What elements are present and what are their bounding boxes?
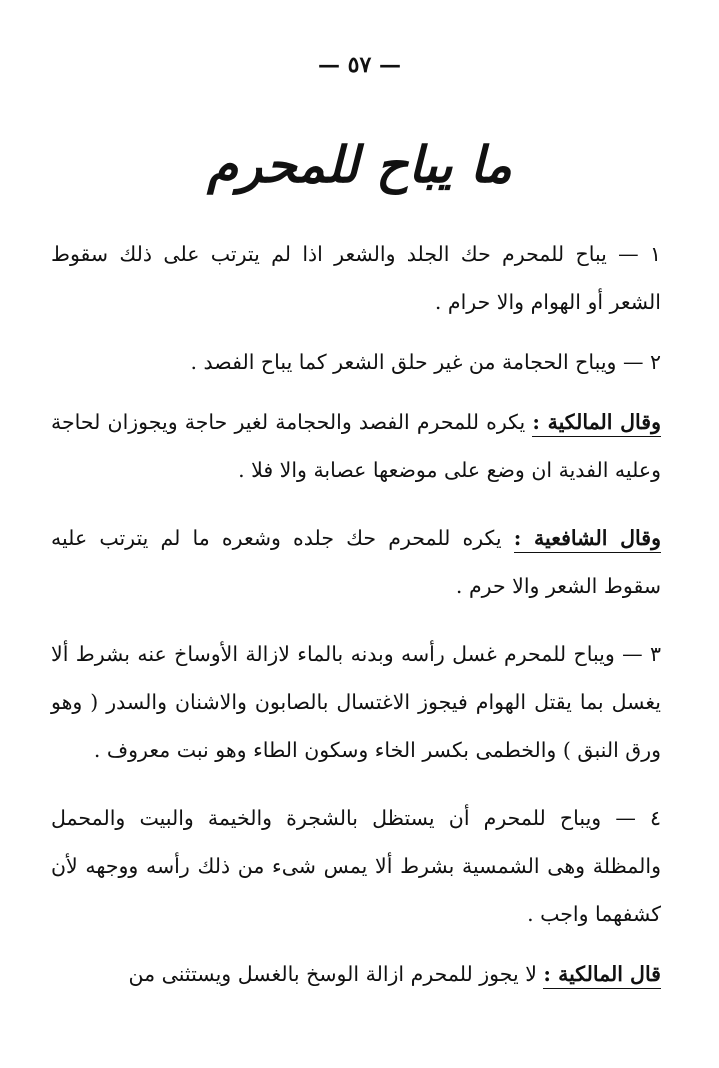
paragraph-2 [51, 338, 661, 386]
paragraph-5 [51, 630, 661, 774]
paragraph-3 [51, 398, 661, 494]
school-label-maliki: وقال المالكية : [532, 410, 661, 437]
paragraph-7 [51, 950, 661, 998]
paragraph-6-text: ٤ — ويباح للمحرم أن يستظل بالشجرة والخيمة والبيت والمحمل والمظلة وهى الشمسية بشرط ألا يمس شىء من ذلك رأسه ووجهه لأن كشفهما واجب . [51, 806, 661, 926]
school-label-shafii: وقال الشافعية : [514, 526, 661, 553]
paragraph-7-text: لا يجوز للمحرم ازالة الوسخ بالغسل ويستثنى من [128, 962, 544, 986]
paragraph-3-text: يكره للمحرم الفصد والحجامة لغير حاجة ويجوزان لحاجة وعليه الفدية ان وضع على موضعها عصابة والا فلا . [51, 410, 661, 482]
paragraph-5-text: ٣ — ويباح للمحرم غسل رأسه وبدنه بالماء لازالة الأوساخ عنه بشرط ألا يغسل بما يقتل الهوام فيجوز الاغتسال بالصابون والاشنان والسدر ( وهو ورق النبق ) والخطمى بكسر الخاء وسكون الطاء وهو نبت معروف . [51, 642, 661, 762]
page-title: ما يباح للمحرم [207, 135, 512, 194]
paragraph-4-text: يكره للمحرم حك جلده وشعره ما لم يترتب عليه سقوط الشعر والا حرم . [51, 526, 661, 598]
paragraph-6 [51, 794, 661, 938]
body-text [51, 230, 661, 998]
paragraph-1 [51, 230, 661, 326]
paragraph-2-text: ٢ — ويباح الحجامة من غير حلق الشعر كما يباح الفصد . [190, 350, 661, 374]
page-number: — ٥٧ — [318, 52, 401, 78]
paragraph-1-text: ١ — يباح للمحرم حك الجلد والشعر اذا لم يترتب على ذلك سقوط الشعر أو الهوام والا حرام . [51, 242, 661, 314]
paragraph-4 [51, 514, 661, 610]
school-label-maliki-2: قال المالكية : [543, 962, 661, 989]
